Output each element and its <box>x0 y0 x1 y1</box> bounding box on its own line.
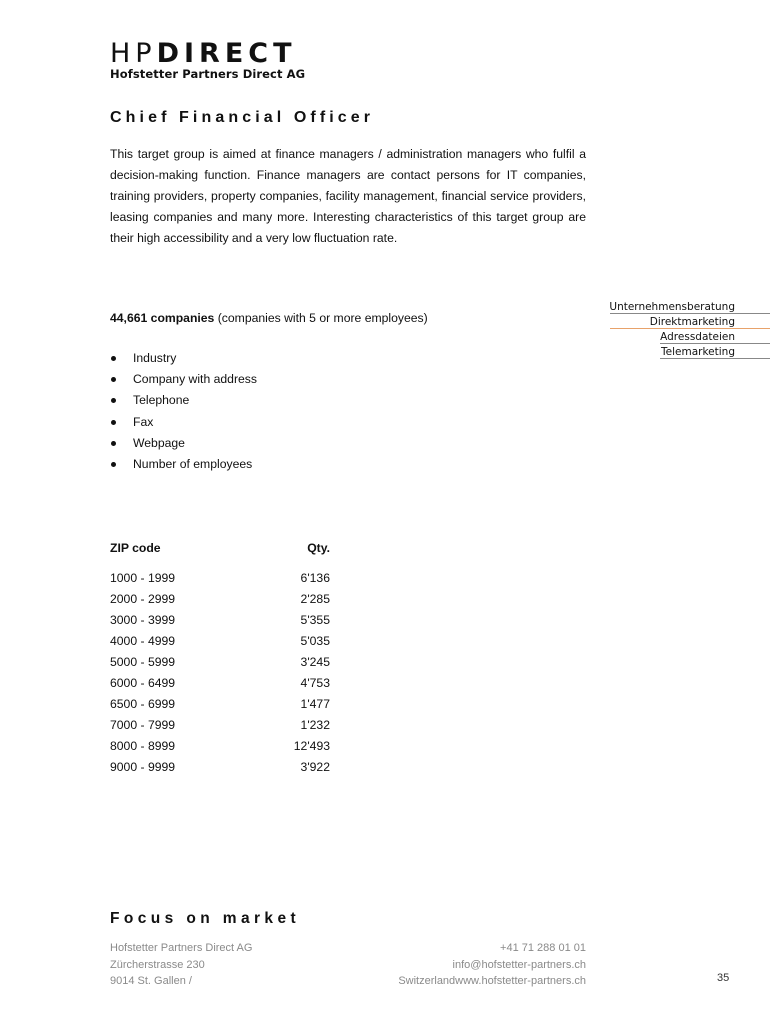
side-navigation <box>550 299 770 359</box>
nav-item-adressdateien[interactable] <box>550 329 770 344</box>
list-item: Telephone <box>110 390 257 411</box>
table-row: 7000 - 7999 1'232 <box>110 718 330 732</box>
table-row: 4000 - 4999 5'035 <box>110 634 330 648</box>
attribute-list <box>110 348 257 475</box>
list-item: Industry <box>110 348 257 369</box>
page-number: 35 <box>717 972 730 984</box>
logo-direct: DIRECT <box>156 38 297 69</box>
nav-item-direktmarketing[interactable] <box>550 314 770 329</box>
bullet-icon <box>111 462 116 467</box>
bullet-icon <box>111 420 116 425</box>
table-header <box>110 539 330 557</box>
nav-divider <box>660 358 770 359</box>
nav-item-unternehmensberatung[interactable] <box>550 299 770 314</box>
footer-web[interactable]: Switzerlandwww.hofstetter-partners.ch <box>398 975 586 987</box>
table-row: 6000 - 6499 4'753 <box>110 676 330 690</box>
footer-city: 9014 St. Gallen / <box>110 975 192 987</box>
logo-subtitle: Hofstetter Partners Direct AG <box>110 67 306 81</box>
nav-item-label: Adressdateien <box>660 331 735 343</box>
list-item: Number of employees <box>110 454 257 475</box>
nav-item-label: Telemarketing <box>661 346 735 358</box>
nav-item-telemarketing[interactable] <box>550 344 770 359</box>
company-logo <box>110 40 305 81</box>
logo-wordmark <box>110 40 305 68</box>
nav-item-label: Direktmarketing <box>649 316 735 328</box>
section-heading: Focus on market <box>110 910 301 927</box>
footer <box>110 940 586 990</box>
companies-count-line <box>110 311 428 325</box>
logo-hp: HP <box>110 38 157 69</box>
list-item: Company with address <box>110 369 257 390</box>
bullet-icon <box>111 398 116 403</box>
table-row: 3000 - 3999 5'355 <box>110 613 330 627</box>
list-item: Fax <box>110 412 257 433</box>
table-row: 6500 - 6999 1'477 <box>110 697 330 711</box>
bullet-icon <box>111 356 116 361</box>
qty-header: Qty. <box>307 541 330 555</box>
zip-table <box>110 539 330 779</box>
table-row: 9000 - 9999 3'922 <box>110 760 330 774</box>
footer-street: Zürcherstrasse 230 <box>110 958 205 971</box>
list-item: Webpage <box>110 433 257 454</box>
companies-count: 44,661 companies <box>110 311 215 325</box>
nav-item-label: Unternehmensberatung <box>609 301 735 313</box>
table-body <box>110 569 330 779</box>
table-row: 1000 - 1999 6'136 <box>110 571 330 585</box>
intro-paragraph: This target group is aimed at finance managers / administration managers who fulfil a decision-making function. Finance managers are contact persons for IT companies, training providers, property companies, facility management, financial service providers, leasing companies and many more. Interesting characteristics of this target group are their high accessibility and a very low fluctuation rate. <box>110 147 586 245</box>
bullet-icon <box>111 441 116 446</box>
page-title: Chief Financial Officer <box>110 109 375 126</box>
footer-phone: +41 71 288 01 01 <box>500 942 586 954</box>
zip-header: ZIP code <box>110 541 161 555</box>
companies-note: (companies with 5 or more employees) <box>214 311 428 325</box>
table-row: 8000 - 8999 12'493 <box>110 739 330 753</box>
table-row: 2000 - 2999 2'285 <box>110 592 330 606</box>
footer-company: Hofstetter Partners Direct AG <box>110 942 253 954</box>
bullet-icon <box>111 377 116 382</box>
table-row: 5000 - 5999 3'245 <box>110 655 330 669</box>
footer-email[interactable]: info@hofstetter-partners.ch <box>452 958 586 971</box>
